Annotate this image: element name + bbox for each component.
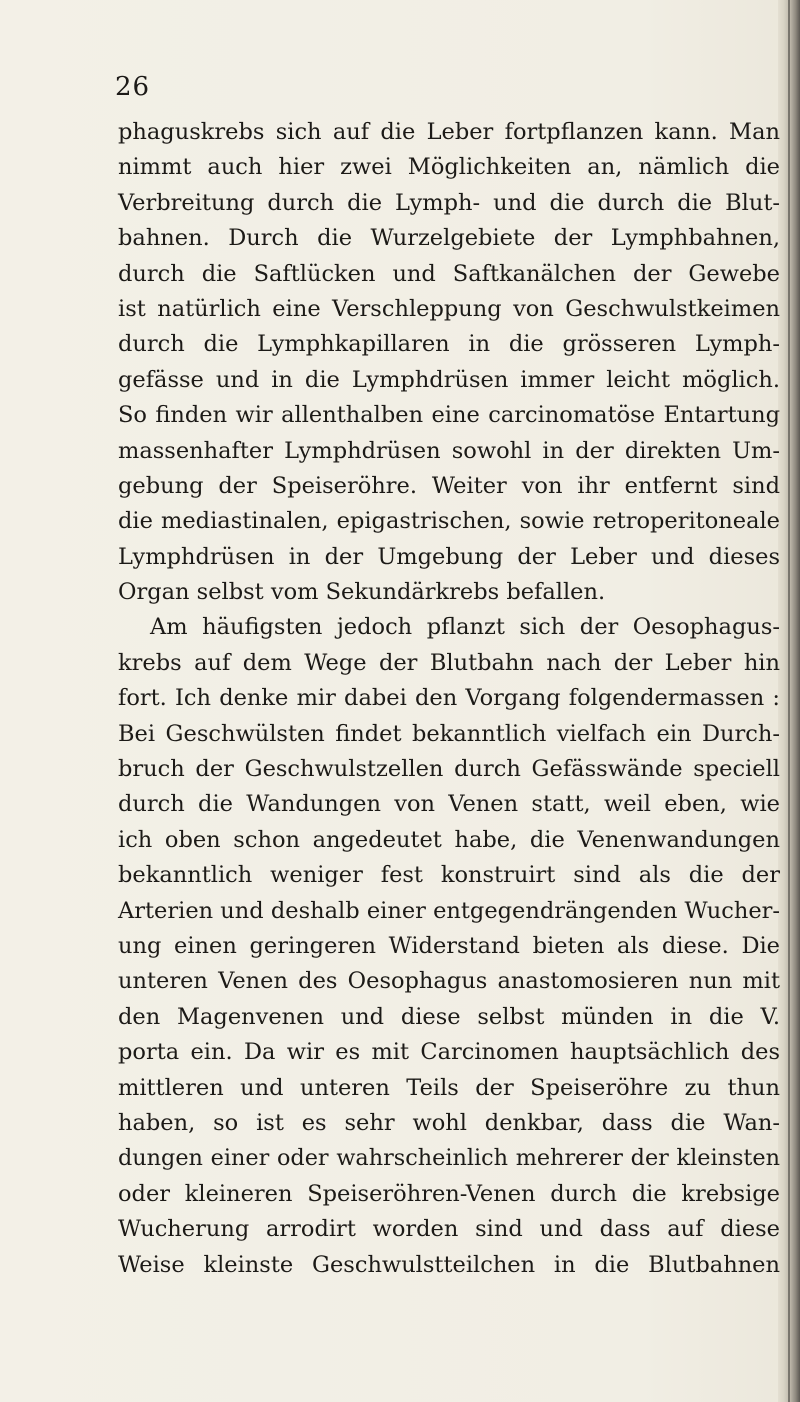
text-line: die mediastinalen, epigastrischen, sowie retroperitoneale	[118, 508, 780, 535]
text-line: bruch der Geschwulstzellen durch Gefässwände speciell	[118, 756, 780, 783]
text-line: ung einen geringeren Widerstand bieten als diese. Die	[118, 932, 780, 959]
text-line: durch die Saftlücken und Saftkanälchen der Gewebe	[118, 260, 780, 287]
text-line: den Magenvenen und diese selbst münden in die V.	[118, 1003, 780, 1030]
text-line-paragraph-end: Organ selbst vom Sekundärkrebs befallen.	[118, 579, 606, 606]
text-line: krebs auf dem Wege der Blutbahn nach der Leber hin	[118, 649, 780, 676]
page-number: 26	[115, 72, 151, 102]
text-line: bekanntlich weniger fest konstruirt sind als die der	[118, 862, 780, 889]
text-line: Arterien und deshalb einer entgegendrängenden Wucher-	[118, 897, 780, 924]
text-line: durch die Wandungen von Venen statt, weil eben, wie	[118, 791, 780, 818]
text-line: haben, so ist es sehr wohl denkbar, dass die Wan-	[118, 1109, 780, 1136]
text-line: dungen einer oder wahrscheinlich mehrerer der kleinsten	[118, 1145, 780, 1172]
text-line: ist natürlich eine Verschleppung von Geschwulstkeimen	[118, 295, 780, 322]
text-line: Lymphdrüsen in der Umgebung der Leber und dieses	[118, 543, 780, 570]
text-line: bahnen. Durch die Wurzelgebiete der Lymphbahnen,	[118, 225, 780, 252]
text-line: Weise kleinste Geschwulstteilchen in die Blutbahnen	[118, 1251, 780, 1278]
text-line: fort. Ich denke mir dabei den Vorgang folgendermassen :	[118, 685, 780, 712]
text-line-paragraph-start: Am häufigsten jedoch pflanzt sich der Oesophagus-	[150, 614, 780, 641]
text-line: So finden wir allenthalben eine carcinomatöse Entartung	[118, 402, 780, 429]
text-line: porta ein. Da wir es mit Carcinomen hauptsächlich des	[118, 1039, 780, 1066]
text-line: unteren Venen des Oesophagus anastomosieren nun mit	[118, 968, 780, 995]
text-line: gebung der Speiseröhre. Weiter von ihr entfernt sind	[118, 472, 780, 499]
text-line: Verbreitung durch die Lymph- und die durch die Blut-	[118, 189, 780, 216]
text-line: massenhafter Lymphdrüsen sowohl in der direkten Um-	[118, 437, 780, 464]
text-line: durch die Lymphkapillaren in die grösseren Lymph-	[118, 331, 780, 358]
text-line: gefässe und in die Lymphdrüsen immer leicht möglich.	[118, 366, 780, 393]
text-line: phaguskrebs sich auf die Leber fortpflanzen kann. Man	[118, 119, 780, 145]
text-line: oder kleineren Speiseröhren-Venen durch die krebsige	[118, 1180, 780, 1207]
text-line: Bei Geschwülsten findet bekanntlich vielfach ein Durch-	[118, 720, 780, 747]
text-line: ich oben schon angedeutet habe, die Venenwandungen	[118, 826, 780, 853]
text-line: mittleren und unteren Teils der Speiseröhre zu thun	[118, 1074, 780, 1101]
text-line: Wucherung arrodirt worden sind und dass auf diese	[118, 1216, 780, 1243]
text-line: nimmt auch hier zwei Möglichkeiten an, nämlich die	[118, 154, 780, 181]
body-text	[118, 115, 780, 1283]
binding-line	[788, 0, 790, 1402]
